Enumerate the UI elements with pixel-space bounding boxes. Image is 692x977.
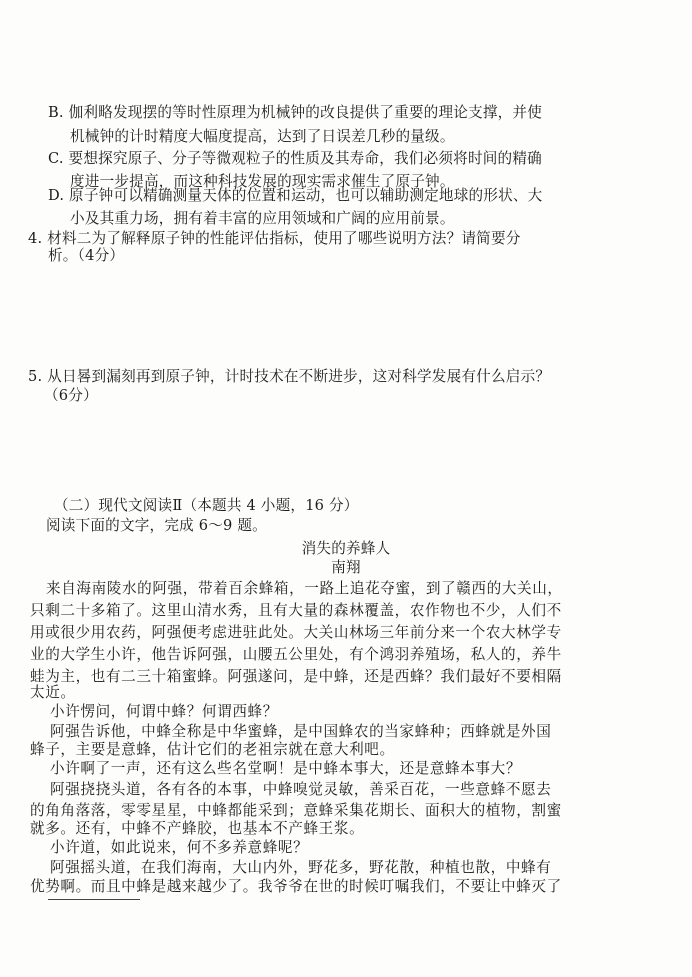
- passage-line: 小许愣问，何谓中蜂？何谓西蜂？: [50, 703, 278, 720]
- passage-line: 只剩二十多箱了。这里山清水秀，且有大量的森林覆盖，农作物也不少，人们不: [30, 602, 562, 619]
- option-d-line-2: 小及其重力场，拥有着丰富的应用领域和广阔的应用前景。: [70, 210, 455, 227]
- passage-line: 太近。: [30, 684, 76, 701]
- passage-author: 南翔: [331, 559, 361, 576]
- passage-line: 阿强摇头道，在我们海南，大山内外，野花多，野花散，种植也散，中蜂有: [50, 859, 552, 876]
- question-5-line-1: 5. 从日晷到漏刻再到原子钟，计时技术在不断进步，这对科学发展有什么启示？: [28, 368, 551, 385]
- question-5-line-2: （6分）: [44, 387, 98, 404]
- option-c-line-2: 度进一步提高，而这种科技发展的现实需求催生了原子钟。: [70, 173, 455, 190]
- passage-line: 蜂子，主要是意蜂，估计它们的老祖宗就在意大利吧。: [30, 741, 395, 758]
- passage-line: 蛙为主，也有二三十箱蜜蜂。阿强遂问，是中蜂，还是西蜂？我们最好不要相隔: [30, 668, 562, 685]
- passage-line: 阿强挠挠头道，各有各的本事，中蜂嗅觉灵敏，善采百花，一些意蜂不愿去: [50, 781, 552, 798]
- option-b-line-1: B. 伽利略发现摆的等时性原理为机械钟的改良提供了重要的理论支撑，并使: [48, 104, 543, 121]
- footnote-rule: [48, 899, 140, 900]
- passage-line: 就多。还有，中蜂不产蜂胶，也基本不产蜂王浆。: [30, 820, 365, 837]
- passage-line: 小许道，如此说来，何不多养意蜂呢？: [50, 839, 309, 856]
- passage-line: 来自海南陵水的阿强，带着百余蜂箱，一路上追花夺蜜，到了赣西的大关山，: [46, 580, 563, 597]
- passage-line: 用或很少用农药，阿强便考虑进驻此处。大关山林场三年前分来一个农大林学专: [30, 624, 562, 641]
- question-4-line-2: 析。（4分）: [48, 247, 125, 264]
- passage-line: 小许啊了一声，还有这么些名堂啊！是中蜂本事大，还是意蜂本事大？: [50, 760, 522, 777]
- section-instruction: 阅读下面的文字，完成 6～9 题。: [46, 517, 267, 534]
- option-c-line-1: C. 要想探究原子、分子等微观粒子的性质及其寿命，我们必须将时间的精确: [48, 150, 542, 167]
- section-heading: （二）现代文阅读Ⅱ（本题共 4 小题，16 分）: [54, 497, 359, 514]
- passage-line: 业的大学生小许，他告诉阿强，山腰五公里处，有个鸿羽养殖场，私人的，养牛: [30, 646, 562, 663]
- passage-line: 优势啊。而且中蜂是越来越少了。我爷爷在世的时候叮嘱我们，不要让中蜂灭了: [30, 878, 562, 895]
- passage-title: 消失的养蜂人: [301, 540, 391, 557]
- passage-line: 阿强告诉他，中蜂全称是中华蜜蜂，是中国蜂农的当家蜂种；西蜂就是外国: [50, 723, 552, 740]
- option-b-line-2: 机械钟的计时精度大幅度提高，达到了日误差几秒的量级。: [70, 128, 455, 145]
- question-4-line-1: 4. 材料二为了解释原子钟的性能评估指标，使用了哪些说明方法？请简要分: [28, 230, 521, 247]
- option-d-line-1: D. 原子钟可以精确测量天体的位置和运动，也可以辅助测定地球的形状、大: [48, 187, 543, 204]
- passage-line: 的角角落落，零零星星，中蜂都能采到；意蜂采集花期长、面积大的植物，割蜜: [30, 802, 562, 819]
